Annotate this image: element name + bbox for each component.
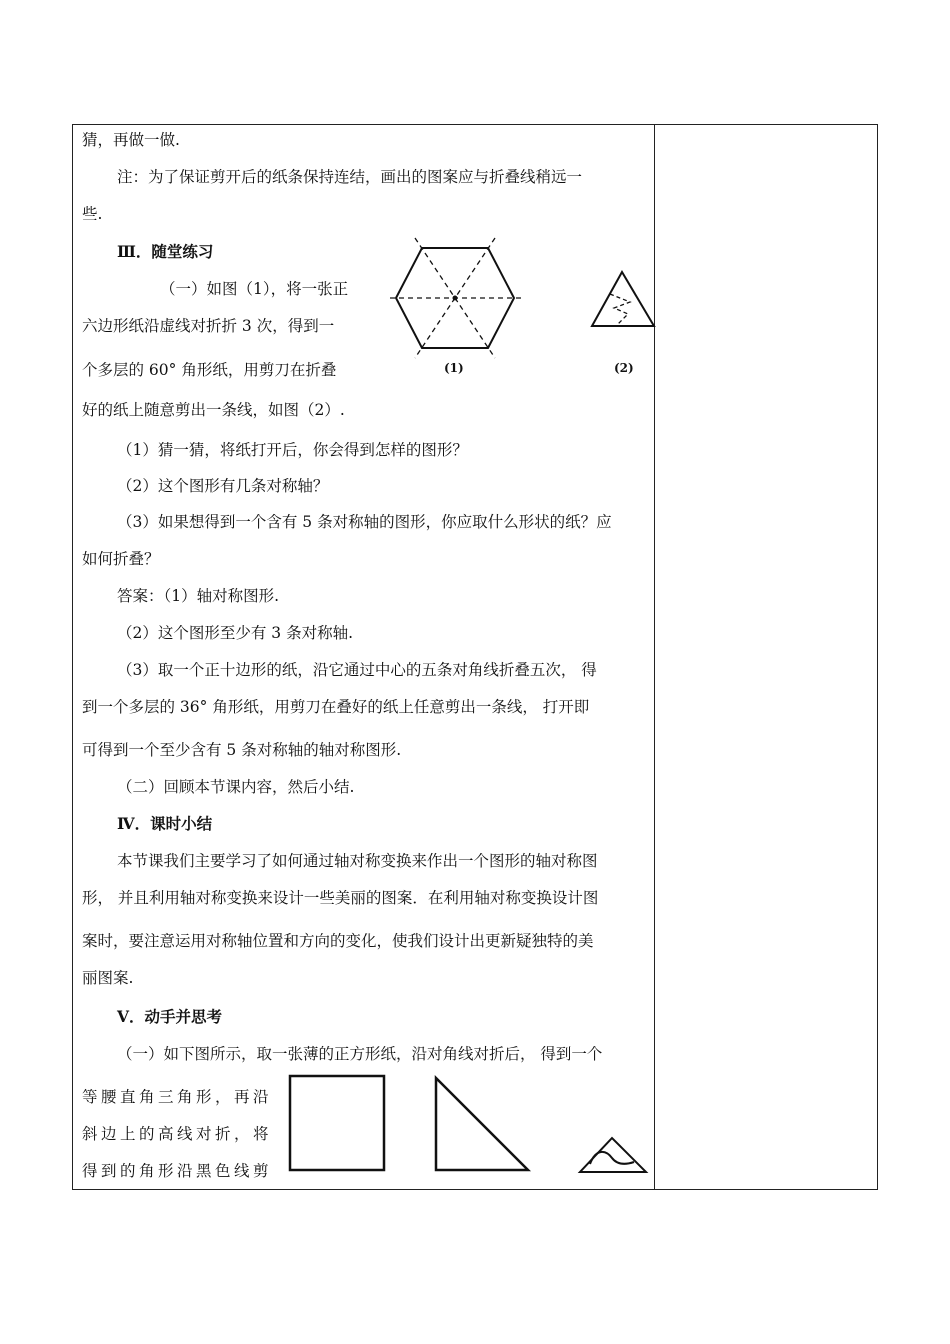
text-line: 六边形纸沿虚线对折折 3 次，得到一 (82, 317, 335, 335)
note-line: 注：为了保证剪开后的纸条保持连结，画出的图案应与折叠线稍远一 (117, 168, 583, 186)
summary-line: 形， 并且利用轴对称变换来设计一些美丽的图案．在利用轴对称变换设计图 (82, 889, 599, 907)
question-1: （1）猜一猜，将纸打开后，你会得到怎样的图形？ (117, 441, 468, 459)
text-line: 如何折叠？ (82, 550, 160, 568)
text-line: 斜边上的高线对折，将 (82, 1125, 273, 1143)
section-heading-5: Ⅴ．动手并思考 (117, 1007, 223, 1026)
text-line: 得到的角形沿黑色线剪 (82, 1162, 273, 1180)
figure-2-label: (2) (614, 361, 634, 375)
summary-line: 丽图案. (82, 969, 134, 987)
text-line: 猜，再做一做. (82, 131, 180, 149)
text-line: （一）如下图所示，取一张薄的正方形纸，沿对角线对折后， 得到一个 (117, 1045, 603, 1063)
question-2: （2）这个图形有几条对称轴？ (117, 477, 329, 495)
summary-line: 案时，要注意运用对称轴位置和方向的变化，使我们设计出更新疑独特的美 (82, 932, 594, 950)
folded-triangle-figure (588, 268, 658, 332)
text-line: 些. (82, 205, 103, 223)
figure-1-label: (1) (444, 361, 464, 375)
folded-small-triangle-figure (576, 1134, 650, 1176)
summary-line: 本节课我们主要学习了如何通过轴对称变换来作出一个图形的轴对称图 (117, 852, 598, 870)
answer-3: （3）取一个正十边形的纸，沿它通过中心的五条对角线折叠五次， 得 (117, 661, 597, 679)
right-triangle-figure (430, 1074, 534, 1178)
answer-1: 答案：（1）轴对称图形. (117, 587, 280, 605)
hexagon-figure (390, 236, 525, 376)
text-line: （二）回顾本节课内容，然后小结. (117, 778, 355, 796)
question-3: （3）如果想得到一个含有 5 条对称轴的图形，你应取什么形状的纸？应 (117, 513, 612, 531)
text-line: 好的纸上随意剪出一条线，如图（2）. (82, 401, 345, 419)
answer-2: （2）这个图形至少有 3 条对称轴. (117, 624, 354, 642)
text-line: （一）如图（1），将一张正 (160, 280, 349, 298)
section-heading-4: Ⅳ．课时小结 (117, 814, 213, 833)
section-heading-3: Ⅲ．随堂练习 (117, 242, 214, 261)
text-line: 等腰直角三角形，再沿 (82, 1088, 273, 1106)
text-line: 可得到一个至少含有 5 条对称轴的轴对称图形. (82, 741, 402, 759)
square-paper-figure (286, 1072, 390, 1176)
text-line: 到一个多层的 36° 角形纸，用剪刀在叠好的纸上任意剪出一条线， 打开即 (82, 698, 590, 716)
text-line: 个多层的 60° 角形纸，用剪刀在折叠 (82, 361, 337, 379)
